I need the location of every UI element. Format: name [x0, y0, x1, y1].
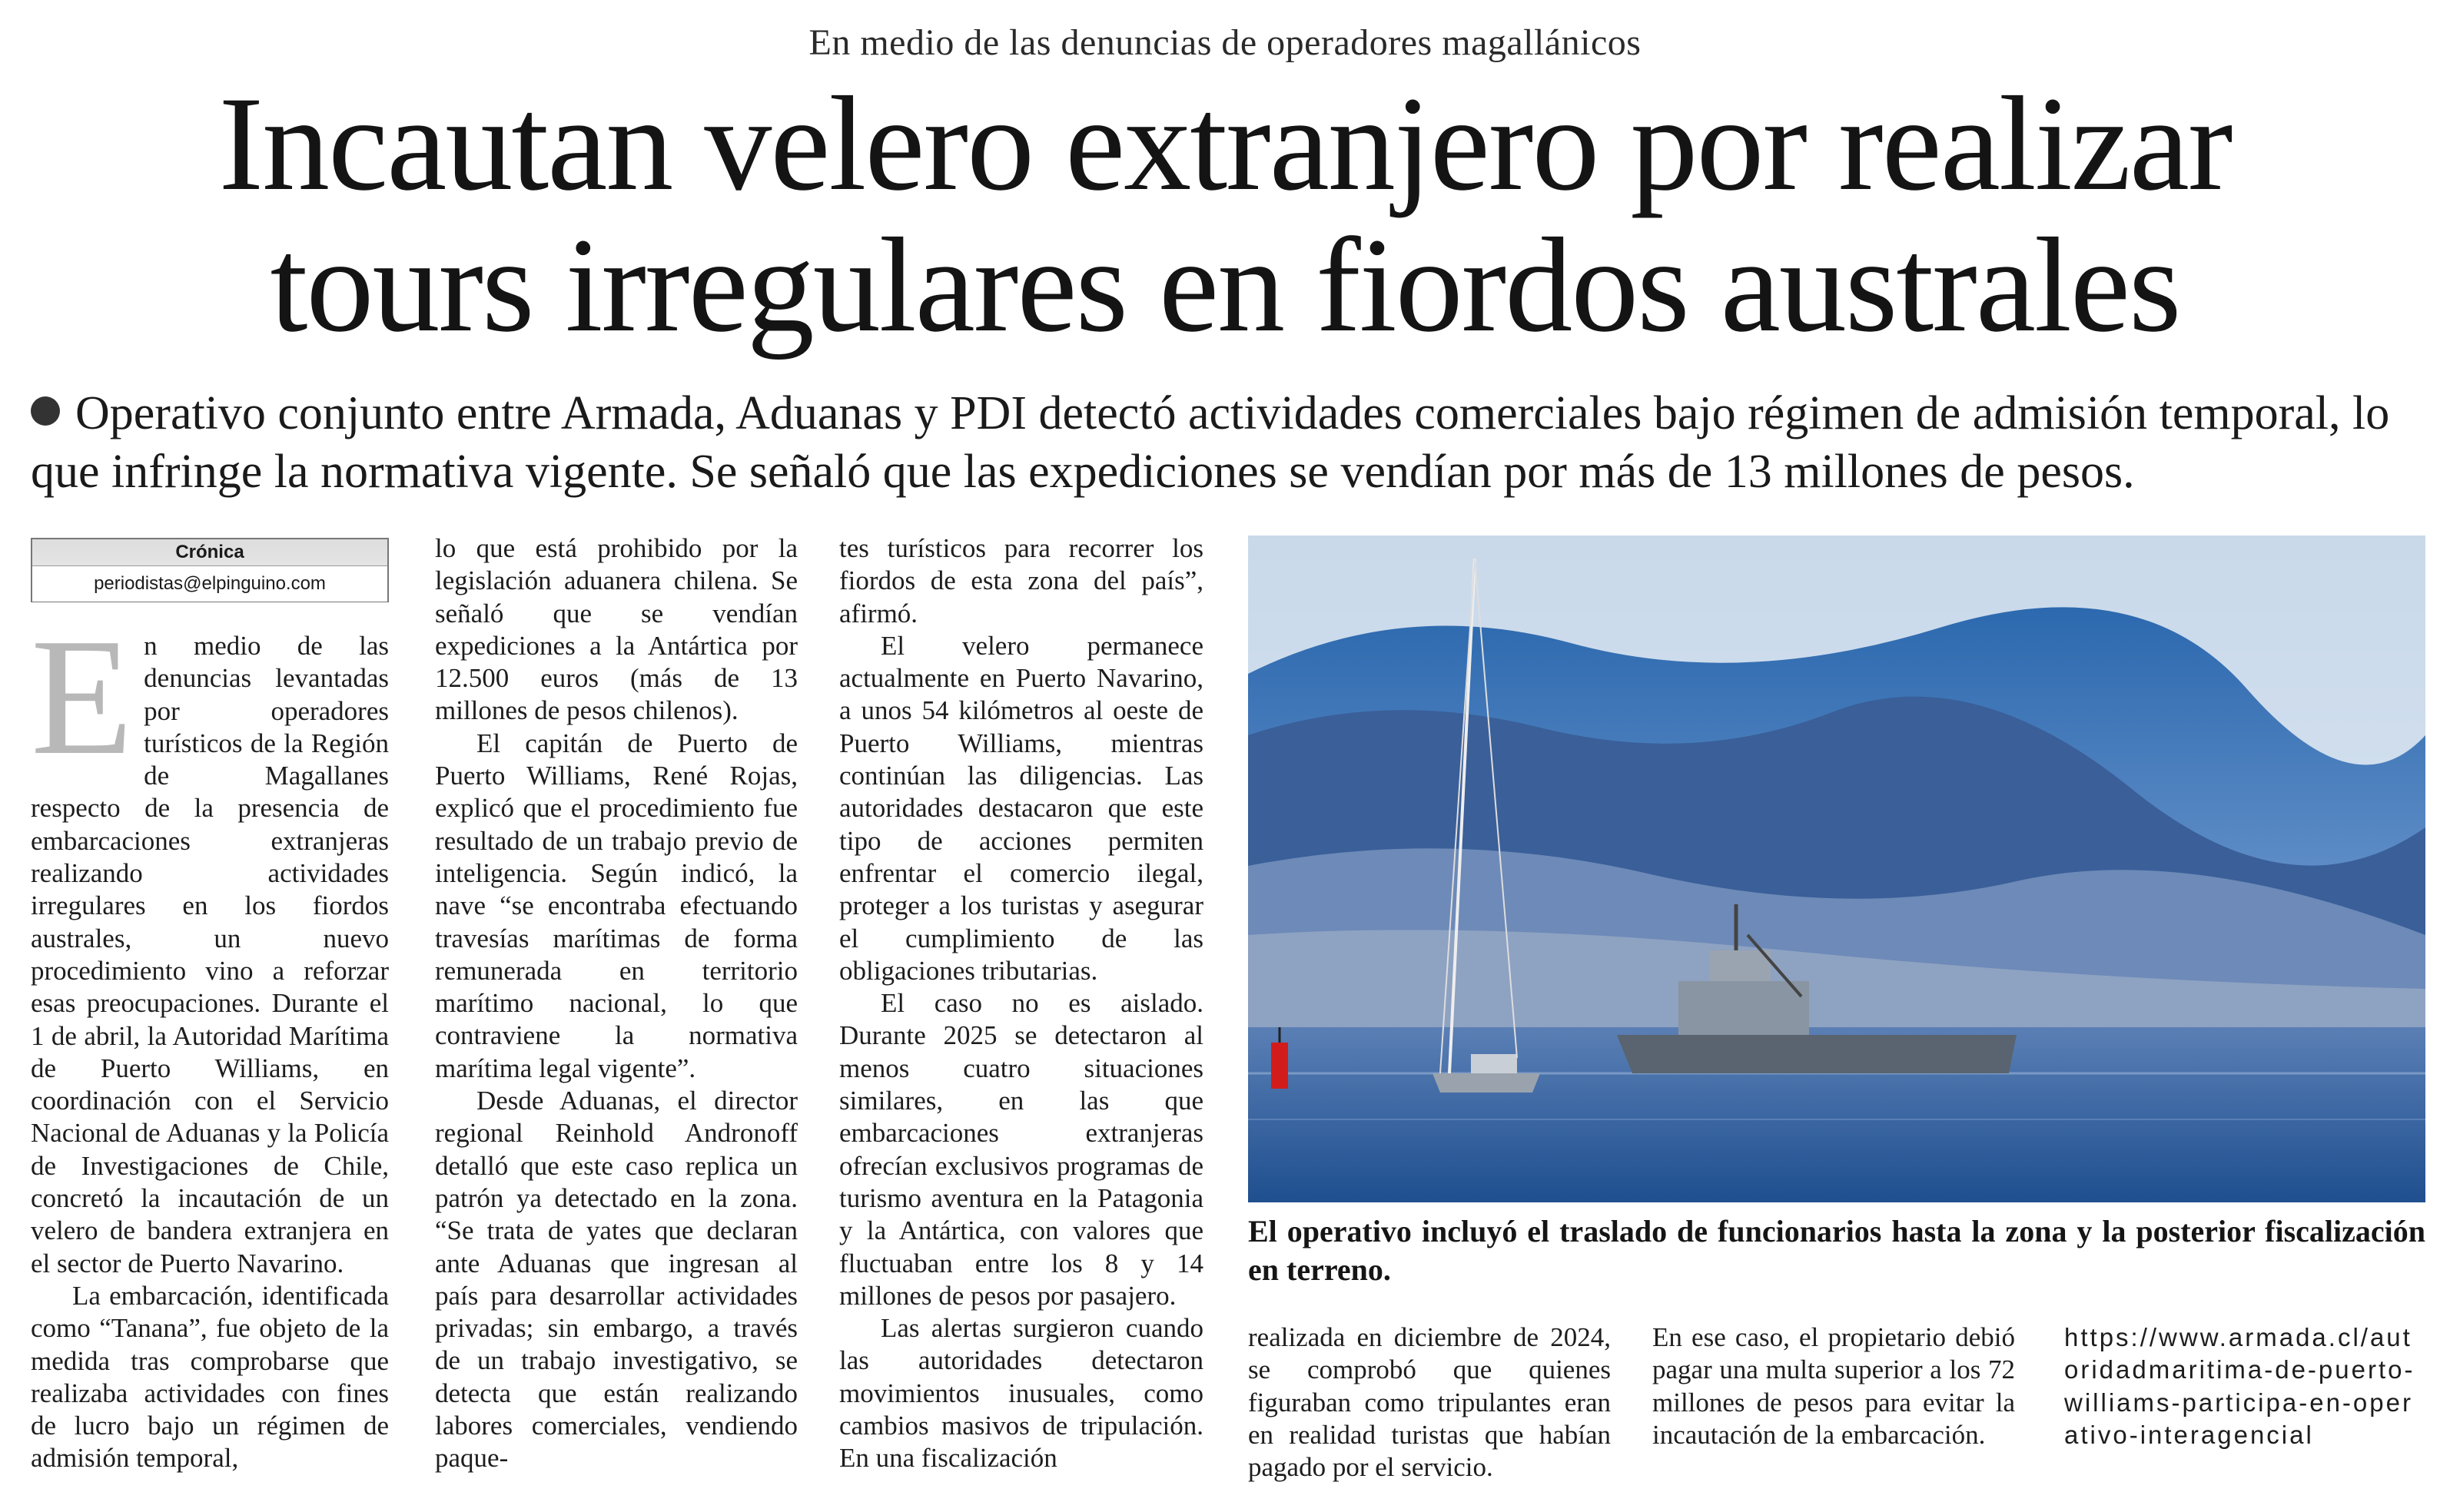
- article-headline: [0, 69, 2450, 360]
- paragraph-6: El caso no es aislado. Durante 2025 se detectaron al menos cuatro situaciones similares, en las que embarcaciones extranjeras ofrecían exclusivos programas de turismo aventura en la Patagonia y la Antártica, con valores que fluctuaban entre los 8 y 14 millones de pesos por pasajero.: [839, 988, 1203, 1311]
- paragraph-7: Las alertas surgieron cuando las autoridades detectaron movimientos inusuales, como cambios masivos de tripulación. En una fiscalización: [839, 1313, 1203, 1474]
- source-link[interactable]: [2064, 1321, 2425, 1451]
- column-5: [1652, 1321, 2015, 1451]
- column-4: [1248, 1321, 1611, 1484]
- paragraph-4: Desde Aduanas, el director regional Reinhold Andronoff detalló que este caso replica un patrón ya detectado en la zona. “Se trata de yates que declaran ante Aduanas que ingresan al país para desarrollar actividades privadas; sin embargo, a través de un trabajo investigativo, se detecta que están realizando labores comerciales, vendiendo paque-: [435, 1086, 798, 1474]
- paragraph-1: [31, 605, 389, 1280]
- paragraph-1-text: n medio de las denuncias levantadas por operadores turísticos de la Región de Magallanes respecto de la presencia de embarcaciones extranjeras realizando actividades irregulares en los fiordos australes, un nuevo procedimiento vino a reforzar esas preocupaciones. Durante el 1 de abril, la Autoridad Marítima de Puerto Williams, en coordinación con el Servicio Nacional de Aduanas y la Policía de Investigaciones de Chile, concretó la incautación de un velero de bandera extranjera en el sector de Puerto Navarino.: [31, 631, 389, 1278]
- paragraph-2-continued: lo que está prohibido por la legislación aduanera chilena. Se señaló que se vendían expediciones a la Antártica por 12.500 euros (más de 13 millones de pesos chilenos).: [435, 533, 798, 726]
- column-2: [435, 532, 798, 1475]
- bullet-icon: [31, 396, 60, 426]
- news-photo: [1248, 536, 2425, 1202]
- paragraph-5: El velero permanece actualmente en Puerto Navarino, a unos 54 kilómetros al oeste de Puerto Williams, mientras continúan las diligencias. Las autoridades destacaron que este tipo de acciones permiten enfrentar el comercio ilegal, proteger a los turistas y asegurar el cumplimiento de las obligaciones tributarias.: [839, 630, 1203, 986]
- drop-cap: E: [31, 605, 134, 790]
- column-1: [31, 605, 389, 1475]
- author-email: periodistas@elpinguino.com: [32, 566, 387, 602]
- paragraph-7-continued: realizada en diciembre de 2024, se comprobó que quienes figuraban como tripulantes eran en realidad turistas que habían pagado por el servicio.: [1248, 1322, 1611, 1483]
- deck-text: Operativo conjunto entre Armada, Aduanas y PDI detectó actividades comerciales bajo régimen de admisión temporal, lo que infringe la normativa vigente. Se señaló que las expediciones se vendían por más de 13 millones de pesos.: [31, 387, 2390, 498]
- headline-line-2: tours irregulares en fiordos australes: [270, 211, 2180, 360]
- section-label: Crónica: [32, 539, 387, 566]
- photo-caption: El operativo incluyó el traslado de funcionarios hasta la zona y la posterior fiscalización en terreno.: [1248, 1214, 2425, 1287]
- paragraph-2: La embarcación, identificada como “Tanana”, fue objeto de la medida tras comprobarse que realizaba actividades con fines de lucro bajo un régimen de admisión temporal,: [31, 1280, 389, 1474]
- headline-line-1: Incautan velero extranjero por realizar: [218, 69, 2232, 219]
- sailboat-and-patrol-ship-image: [1248, 536, 2425, 1202]
- source-url[interactable]: https://www.armada.cl/autoridadmaritima-de-puerto-williams-participa-en-operativo-interagencial: [2064, 1323, 2415, 1449]
- paragraph-3: El capitán de Puerto de Puerto Williams, René Rojas, explicó que el procedimiento fue resultado de un trabajo previo de inteligencia. Según indicó, la nave “se encontraba efectuando travesías marítimas de forma remunerada en territorio marítimo nacional, lo que contraviene la normativa marítima legal vigente”.: [435, 728, 798, 1083]
- article-deck: [31, 384, 2428, 501]
- byline-box: [31, 538, 389, 602]
- column-3: [839, 532, 1203, 1475]
- article-kicker: En medio de las denuncias de operadores magallánicos: [808, 22, 1642, 63]
- paragraph-8: En ese caso, el propietario debió pagar una multa superior a los 72 millones de pesos para evitar la incautación de la embarcación.: [1652, 1322, 2015, 1450]
- paragraph-4-continued: tes turísticos para recorrer los fiordos de esta zona del país”, afirmó.: [839, 533, 1203, 628]
